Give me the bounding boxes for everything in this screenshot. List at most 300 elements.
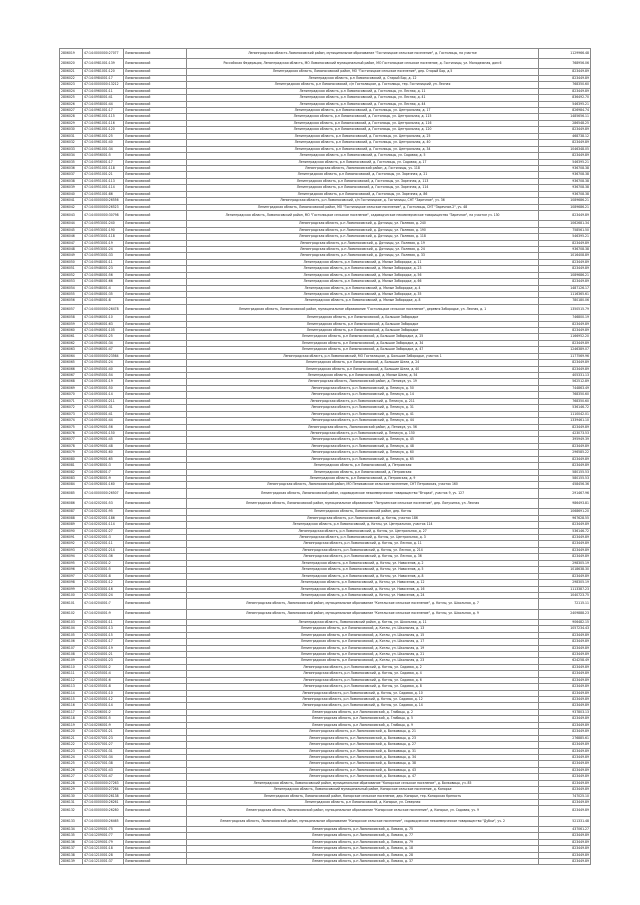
- district-name: Ломоносовский: [124, 729, 187, 735]
- cadastral-value: 624258.49: [539, 658, 591, 664]
- cadastral-number: 47:14:0000000:13212: [83, 82, 124, 88]
- row-id: 2806083: [60, 476, 83, 482]
- cadastral-number: 47:14:0928001:7: [83, 469, 124, 475]
- row-id: 2806123: [60, 748, 83, 754]
- address: Ленинградская область, р-н Ломоносовский, д. Ломаха, д. 75: [187, 826, 539, 832]
- district-name: Ломоносовский: [124, 722, 187, 728]
- district-name: Ломоносовский: [124, 405, 187, 411]
- row-id: 2806127: [60, 774, 83, 780]
- district-name: Ломоносовский: [124, 709, 187, 715]
- row-id: 2806040: [60, 191, 83, 197]
- row-id: 2806133: [60, 816, 83, 826]
- address: Ленинградская область, р-н Ломоносовский, д. Петровская: [187, 469, 539, 475]
- cadastral-value: 826984.74: [539, 108, 591, 114]
- row-id: 2806034: [60, 153, 83, 159]
- row-id: 2806132: [60, 806, 83, 816]
- address: Ленинградская область, р-н Ломоносовский, д. Гостилицы, ул. Центральная, д. 116: [187, 120, 539, 126]
- address: Ленинградская область, р-н Ломоносовский, д. Котлы, ул. Центральная, д. 27: [187, 528, 539, 534]
- cadastral-number: 47:14:0946001:105: [83, 327, 124, 333]
- cadastral-value: 1113387.23: [539, 586, 591, 592]
- cadastral-value: 291467.96: [539, 488, 591, 498]
- district-name: Ломоносовский: [124, 234, 187, 240]
- row-id: 2806032: [60, 140, 83, 146]
- district-name: Ломоносовский: [124, 353, 187, 359]
- address: Ленинградская область, р-н Ломоносовский, д. Гостилицы, ул. Заречная, д. 21: [187, 172, 539, 178]
- address: Ленинградская область, Ломоносовский район, МО "Гостилицкое сельское поселение", садоводческое некоммерческое товарищество "Заречное", на участке уч. 130: [187, 211, 539, 221]
- cadastral-number: 47:14:0948001:8: [83, 298, 124, 304]
- row-id: 2806093: [60, 547, 83, 553]
- cadastral-number: 47:14:0948001:23: [83, 266, 124, 272]
- cadastral-value: 823449.89: [539, 787, 591, 793]
- cadastral-number: 47:14:0956001:17: [83, 159, 124, 165]
- cadastral-number: 47:14:0202001:11: [83, 541, 124, 547]
- row-id: 2806082: [60, 469, 83, 475]
- address: Ленинградская область, р-н Ломоносовский, д. Малые Шели, д. 54: [187, 373, 539, 379]
- cadastral-value: 536146.72: [539, 405, 591, 411]
- table-row: [60, 211, 591, 221]
- district-name: Ломоносовский: [124, 153, 187, 159]
- row-id: 2806052: [60, 272, 83, 278]
- cadastral-value: 823449.89: [539, 639, 591, 645]
- cadastral-value: 823449.89: [539, 140, 591, 146]
- row-id: 2806073: [60, 411, 83, 417]
- cadastral-value: 437061.27: [539, 826, 591, 832]
- district-name: Ломоносовский: [124, 833, 187, 839]
- cadastral-value: 1089686.21: [539, 272, 591, 278]
- cadastral-value: 823449.89: [539, 839, 591, 845]
- cadastral-number: 47:14:1209001:79: [83, 839, 124, 845]
- address: Ленинградская область, р-н Ломоносовский, д. Гостилицы, ул. Центральная, д. 120: [187, 127, 539, 133]
- cadastral-number: 47:14:0000000:26523: [83, 204, 124, 210]
- district-name: Ломоносовский: [124, 191, 187, 197]
- cadastral-value: 276885.61: [539, 735, 591, 741]
- row-id: 2806043: [60, 211, 83, 221]
- cadastral-number: 47:14:0000000:27264: [83, 787, 124, 793]
- cadastral-value: 936708.38: [539, 185, 591, 191]
- cadastral-number: 47:14:0951001:114: [83, 185, 124, 191]
- address: Ленинградская область, р-н Ломоносовский, д. Котлы, ул. Школьная, д. 17: [187, 639, 539, 645]
- district-name: Ломоносовский: [124, 385, 187, 391]
- row-id: 2806046: [60, 234, 83, 240]
- row-id: 2806113: [60, 684, 83, 690]
- cadastral-value: 1177569.96: [539, 353, 591, 359]
- cadastral-number: 47:14:0953001:240: [83, 221, 124, 227]
- address: Ленинградская область, р-н Ломоносовский, с/п Гостилицкое, д. Гостилицы, СНТ "Заречное", уч. 36: [187, 198, 539, 204]
- cadastral-value: 536146.72: [539, 528, 591, 534]
- row-id: 2806029: [60, 120, 83, 126]
- cadastral-value: 823449.89: [539, 703, 591, 709]
- cadastral-number: 47:14:0203001:12: [83, 580, 124, 586]
- district-name: Ломоносовский: [124, 185, 187, 191]
- district-name: Ломоносовский: [124, 742, 187, 748]
- district-name: Ломоносовский: [124, 592, 187, 598]
- cadastral-number: 47:14:0948001:35: [83, 292, 124, 298]
- cadastral-number: 47:14:0961001:116: [83, 120, 124, 126]
- cadastral-number: 47:14:0202001:27: [83, 528, 124, 534]
- district-name: Ломоносовский: [124, 315, 187, 321]
- row-id: 2806049: [60, 253, 83, 259]
- cadastral-number: 47:14:0953001:19: [83, 240, 124, 246]
- cadastral-number: 47:14:0000000:26507: [83, 488, 124, 498]
- row-id: 2806115: [60, 697, 83, 703]
- cadastral-value: 1487126.17: [539, 285, 591, 291]
- district-name: Ломоносовский: [124, 806, 187, 816]
- cadastral-value: 967628.55: [539, 515, 591, 521]
- district-name: Ломоносовский: [124, 826, 187, 832]
- table-row: [60, 599, 591, 609]
- row-id: 2806135: [60, 833, 83, 839]
- row-id: 2806030: [60, 127, 83, 133]
- cadastral-number: 47:14:0928001:160: [83, 482, 124, 488]
- address: Ленинградская область, р-н Ломоносовский, д. Ломаха, д. 77: [187, 833, 539, 839]
- row-id: 2806105: [60, 632, 83, 638]
- cadastral-value: 936708.38: [539, 191, 591, 197]
- address: Ленинградская область, р-н Ломоносовский, д. Большое Забородье, д. 34: [187, 340, 539, 346]
- district-name: Ломоносовский: [124, 120, 187, 126]
- cadastral-number: 47:14:0000000:27263: [83, 780, 124, 786]
- table-row: [60, 816, 591, 826]
- address: Ленинградская область, р-н Ломоносовский, д. Петровская, д. 9: [187, 476, 539, 482]
- address: Ленинградская область, р-н Ломоносовский, д. Гостилицы, ул. Лесная, д. 44: [187, 101, 539, 107]
- row-id: 2806128: [60, 780, 83, 786]
- row-id: 2806069: [60, 385, 83, 391]
- cadastral-value: 823449.89: [539, 722, 591, 728]
- table-row: [60, 609, 591, 619]
- row-id: 2806117: [60, 709, 83, 715]
- address: Ленинградская область, р-н Ломоносовский, д. Большое Забородье: [187, 315, 539, 321]
- cadastral-value: 823449.89: [539, 748, 591, 754]
- district-name: Ломоносовский: [124, 522, 187, 528]
- district-name: Ломоносовский: [124, 793, 187, 799]
- cadastral-value: 937803.13: [539, 709, 591, 715]
- address: Ленинградская область, р-н Ломоносовский, д. Гостилицы, ул. Заречная, д. 86: [187, 191, 539, 197]
- district-name: Ломоносовский: [124, 684, 187, 690]
- cadastral-number: 47:14:0202001:114: [83, 522, 124, 528]
- row-id: 2806059: [60, 321, 83, 327]
- cadastral-value: 823449.89: [539, 360, 591, 366]
- district-name: Ломоносовский: [124, 690, 187, 696]
- cadastral-value: 823449.89: [539, 75, 591, 81]
- cadastral-number: 47:14:0204001:11: [83, 619, 124, 625]
- cadastral-number: 47:14:0000000:26556: [83, 198, 124, 204]
- row-id: 2806025: [60, 95, 83, 101]
- cadastral-value: 298305.19: [539, 560, 591, 566]
- cadastral-number: 47:14:0203001:5: [83, 567, 124, 573]
- row-id: 2806075: [60, 424, 83, 430]
- cadastral-value: 546395.21: [539, 159, 591, 165]
- district-name: Ломоносовский: [124, 761, 187, 767]
- cadastral-value: 823449.89: [539, 697, 591, 703]
- cadastral-value: 1166952.20: [539, 334, 591, 340]
- cadastral-number: 47:14:0202001:53: [83, 499, 124, 509]
- address: Ленинградская область, Ломоносовский район, муниципальное образование "Копорское сельское поселение", д. Копорье, ул. Садовая, уч. 9: [187, 806, 539, 816]
- cadastral-value: 458456.36: [539, 482, 591, 488]
- address: Ленинградская область, р-н Ломоносовский, с/п Гостилицкое, д. Гостилицы, тер. Гостилицкий, ул. Лесная: [187, 82, 539, 88]
- table-row: [60, 49, 591, 59]
- address: Ленинградская область, р-н Ломоносовский, д. Дятлицы, ул. Полевая, д. 190: [187, 227, 539, 233]
- cadastral-number: 47:14:0961001:25: [83, 133, 124, 139]
- address: Ленинградская область, р-н Ломоносовский, д. Малые Забородье, д. 66: [187, 279, 539, 285]
- district-name: Ломоносовский: [124, 49, 187, 59]
- district-name: Ломоносовский: [124, 463, 187, 469]
- cadastral-number: 47:14:0951001:118: [83, 165, 124, 171]
- row-id: 2806092: [60, 541, 83, 547]
- cadastral-value: 746800.19: [539, 315, 591, 321]
- address: Ленинградская область, р-н Ломоносовский, д. Малые Забородье, д. 11: [187, 259, 539, 265]
- district-name: Ломоносовский: [124, 580, 187, 586]
- row-id: 2806137: [60, 846, 83, 852]
- cadastral-value: 823449.89: [539, 279, 591, 285]
- district-name: Ломоносовский: [124, 852, 187, 858]
- district-name: Ломоносовский: [124, 101, 187, 107]
- address: Ленинградская область, р-н Ломоносовский, д. Дятлицы, ул. Полевая, д. 24: [187, 246, 539, 252]
- row-id: 2806051: [60, 266, 83, 272]
- table-row: [60, 806, 591, 816]
- cadastral-value: 823449.89: [539, 211, 591, 221]
- row-id: 2806027: [60, 108, 83, 114]
- address: Ленинградская область, р-н Ломоносовский, д. Котлы, ул. Школьная, д. 13: [187, 626, 539, 632]
- address: Ленинградская область, р-н Ломоносовский, д. Котлы, ул. Школьная, д. 19: [187, 645, 539, 651]
- district-name: Ломоносовский: [124, 340, 187, 346]
- row-id: 2806089: [60, 522, 83, 528]
- cadastral-value: 1040723.75: [539, 592, 591, 598]
- cadastral-number: 47:14:0929001:150: [83, 430, 124, 436]
- district-name: Ломоносовский: [124, 716, 187, 722]
- cadastral-number: 47:14:0206001:9: [83, 722, 124, 728]
- cadastral-number: 47:14:0202001:186: [83, 515, 124, 521]
- row-id: 2806107: [60, 645, 83, 651]
- district-name: Ломоносовский: [124, 651, 187, 657]
- row-id: 2806130: [60, 793, 83, 799]
- district-name: Ломоносовский: [124, 515, 187, 521]
- cadastral-number: 47:14:0951001:21: [83, 172, 124, 178]
- row-id: 2806026: [60, 101, 83, 107]
- district-name: Ломоносовский: [124, 59, 187, 69]
- cadastral-number: 47:14:0945001:40: [83, 366, 124, 372]
- district-name: Ломоносовский: [124, 626, 187, 632]
- row-id: 2806019: [60, 49, 83, 59]
- row-id: 2806076: [60, 430, 83, 436]
- cadastral-number: 47:14:0202001:95: [83, 509, 124, 515]
- row-id: 2806111: [60, 671, 83, 677]
- row-id: 2806124: [60, 754, 83, 760]
- cadastral-number: 47:14:0961001:34: [83, 146, 124, 152]
- row-id: 2806058: [60, 315, 83, 321]
- cadastral-value: 1246389.07: [539, 347, 591, 353]
- row-id: 2806108: [60, 651, 83, 657]
- district-name: Ломоносовский: [124, 774, 187, 780]
- address: Ленинградская область, Ломоносовский район, муниципальное образование "Гостилицкое сельское поселение", деревня Забородье, ул. Лесная, д. 1: [187, 304, 539, 314]
- cadastral-number: 47:14:1210001:37: [83, 859, 124, 865]
- cadastral-number: 47:14:0929001:48: [83, 443, 124, 449]
- row-id: 2806101: [60, 599, 83, 609]
- address: Ленинградская область, р-н Ломоносовский, д. Пеникуа, д. 31: [187, 405, 539, 411]
- district-name: Ломоносовский: [124, 88, 187, 94]
- address: Ленинградская область, р-н Ломоносовский, д. Малые Забородье, д. 8: [187, 298, 539, 304]
- address: Ленинградская область, р-н Ломоносовский, д. Котлы, ул. Новоселов, д. 8: [187, 573, 539, 579]
- district-name: Ломоносовский: [124, 159, 187, 165]
- address: Ленинградская область, р-н Ломоносовский, д. Котлы, ул. Новоселов, д. 16: [187, 586, 539, 592]
- district-name: Ломоносовский: [124, 639, 187, 645]
- address: Ленинградская область, р-н Ломоносовский, д. Дятлицы, ул. Полевая, д. 33: [187, 253, 539, 259]
- row-id: 2806081: [60, 463, 83, 469]
- district-name: Ломоносовский: [124, 285, 187, 291]
- cadastral-number: 47:14:0953001:33: [83, 253, 124, 259]
- cadastral-number: 47:14:0930001:41: [83, 411, 124, 417]
- district-name: Ломоносовский: [124, 253, 187, 259]
- cadastral-value: 823449.89: [539, 761, 591, 767]
- address: Ленинградская область, р-н Ломоносовский, д. Котлы, ул. Лесная, д. 11: [187, 541, 539, 547]
- cadastral-value: 823449.89: [539, 767, 591, 773]
- district-name: Ломоносовский: [124, 573, 187, 579]
- district-name: Ломоносовский: [124, 279, 187, 285]
- cadastral-number: 47:14:0205001:14: [83, 703, 124, 709]
- cadastral-number: 47:14:1209001:77: [83, 833, 124, 839]
- district-name: Ломоносовский: [124, 748, 187, 754]
- cadastral-value: 1110042.01: [539, 411, 591, 417]
- cadastral-value: 823449.89: [539, 153, 591, 159]
- cadastral-value: 823449.89: [539, 651, 591, 657]
- cadastral-number: 47:14:0204001:23: [83, 658, 124, 664]
- district-name: Ломоносовский: [124, 227, 187, 233]
- district-name: Ломоносовский: [124, 146, 187, 152]
- cadastral-value: 906482.15: [539, 619, 591, 625]
- row-id: 2806090: [60, 528, 83, 534]
- cadastral-value: 823449.89: [539, 259, 591, 265]
- cadastral-value: 1089686.21: [539, 198, 591, 204]
- district-name: Ломоносовский: [124, 298, 187, 304]
- cadastral-value: 546395.21: [539, 101, 591, 107]
- row-id: 2806063: [60, 347, 83, 353]
- address: Ленинградская область, р-н Ломоносовский, д. Котлы, ул. Новоселов, д. 24: [187, 592, 539, 598]
- address: Ленинградская область, р-н Ломоносовский, д. Котлы, ул. Школьная, д. 15: [187, 632, 539, 638]
- cadastral-value: 823449.89: [539, 127, 591, 133]
- cadastral-number: 47:14:0929001:45: [83, 437, 124, 443]
- cadastral-value: 286548.25: [539, 120, 591, 126]
- address: Ленинградская область, р-н Ломоносовский, д. Пеникуа, д. 44: [187, 418, 539, 424]
- district-name: Ломоносовский: [124, 767, 187, 773]
- cadastral-value: 823449.89: [539, 69, 591, 75]
- address: Ленинградская область, р-н Ломоносовский, д. Гостилицы, ул. Заречная, д. 114: [187, 185, 539, 191]
- cadastral-number: 47:14:1209001:75: [83, 826, 124, 832]
- district-name: Ломоносовский: [124, 334, 187, 340]
- row-id: 2806061: [60, 334, 83, 340]
- row-id: 2806138: [60, 852, 83, 858]
- cadastral-value: 823449.89: [539, 443, 591, 449]
- district-name: Ломоносовский: [124, 95, 187, 101]
- row-id: 2806021: [60, 69, 83, 75]
- district-name: Ломоносовский: [124, 366, 187, 372]
- row-id: 2806122: [60, 742, 83, 748]
- cadastral-value: 823449.89: [539, 774, 591, 780]
- cadastral-value: 1062681.34: [539, 221, 591, 227]
- address: Ленинградская область, Ломоносовский район, МО Пениковское сельское поселение, СНТ Петровская, участок 160: [187, 482, 539, 488]
- cadastral-number: 47:14:0953001:190: [83, 227, 124, 233]
- address: Ленинградская область, р-н Ломоносовский, д. Котлы, ул. Садовая, д. 14: [187, 703, 539, 709]
- district-name: Ломоносовский: [124, 347, 187, 353]
- cadastral-number: 47:14:0945001:24: [83, 360, 124, 366]
- cadastral-number: 47:14:0929001:60: [83, 450, 124, 456]
- district-name: Ломоносовский: [124, 658, 187, 664]
- cadastral-number: 47:14:0000000:23564: [83, 353, 124, 359]
- row-id: 2806022: [60, 75, 83, 81]
- address: Ленинградская область, Ломоносовский район, муниципальное образование "Лопухинское сельское поселение", дер. Лопухинка, ул. Лесная: [187, 499, 539, 509]
- address: Ленинградская область, р-н Ломоносовский, д. Глобицы, д. 9: [187, 722, 539, 728]
- address: Ленинградская область, р-н Ломоносовский, д. Котлы, ул. Садовая, д. 10: [187, 690, 539, 696]
- cadastral-value: 72115.11: [539, 599, 591, 609]
- district-name: Ломоносовский: [124, 430, 187, 436]
- cadastral-number: 47:14:0203001:24: [83, 592, 124, 598]
- address: Ленинградская область, р-н Ломоносовский, д. Котлы, ул. Новоселов, д. 2: [187, 560, 539, 566]
- row-id: 2806139: [60, 859, 83, 865]
- row-id: 2806120: [60, 729, 83, 735]
- address: Ленинградская область, р-н Ломоносовский, д. Котлы, ул. Садовая, д. 2: [187, 664, 539, 670]
- cadastral-number: 47:14:0981001:139: [83, 59, 124, 69]
- address: Ленинградская область, р-н Ломоносовский, д. Ломаха, д. 37: [187, 859, 539, 865]
- row-id: 2806136: [60, 839, 83, 845]
- address: Ленинградская область, р-н Ломоносовский, д. Котлы, ул. Центральная, участок 114: [187, 522, 539, 528]
- cadastral-value: 395949.39: [539, 437, 591, 443]
- row-id: 2806094: [60, 554, 83, 560]
- cadastral-value: 836492.70: [539, 95, 591, 101]
- address: Ленинградская область, р-н Ломоносовский, д. Волковицы, д. 23: [187, 735, 539, 741]
- district-name: Ломоносовский: [124, 259, 187, 265]
- row-id: 2806100: [60, 592, 83, 598]
- cadastral-number: 47:14:0951001:86: [83, 191, 124, 197]
- row-id: 2806106: [60, 639, 83, 645]
- row-id: 2806044: [60, 221, 83, 227]
- cadastral-number: 47:14:0946001:63: [83, 321, 124, 327]
- row-id: 2806118: [60, 716, 83, 722]
- cadastral-number: 47:14:0956001:5: [83, 153, 124, 159]
- district-name: Ломоносовский: [124, 735, 187, 741]
- district-name: Ломоносовский: [124, 211, 187, 221]
- cadastral-number: 47:14:0958001:41: [83, 95, 124, 101]
- row-id: 2806095: [60, 560, 83, 566]
- row-id: 2806028: [60, 114, 83, 120]
- address: Ленинградская область, р-н Ломоносовский, д. Пеникуа, д. 45: [187, 437, 539, 443]
- address: Российская Федерация, Ленинградская область, МО Ломоносовский муниципальный район, МО Гостилицкое сельское поселение, д. Гостилицы, ул. Молодежная, дом 6: [187, 59, 539, 69]
- table-row: [60, 488, 591, 498]
- district-name: Ломоносовский: [124, 304, 187, 314]
- cadastral-number: 47:14:0204001:13: [83, 626, 124, 632]
- district-name: Ломоносовский: [124, 645, 187, 651]
- cadastral-value: 823449.89: [539, 366, 591, 372]
- district-name: Ломоносовский: [124, 528, 187, 534]
- cadastral-number: 47:14:0946001:10: [83, 315, 124, 321]
- address: Ленинградская область, Ломоносовский район, д. Пеникуа, уч. 19: [187, 379, 539, 385]
- cadastral-value: 823449.89: [539, 677, 591, 683]
- row-id: 2806057: [60, 304, 83, 314]
- cadastral-value: 823449.89: [539, 852, 591, 858]
- cadastral-value: 823449.89: [539, 340, 591, 346]
- cadastral-number: 47:14:0206001:2: [83, 709, 124, 715]
- district-name: Ломоносовский: [124, 697, 187, 703]
- address: Ленинградская область, р-н Ломоносовский, д. Волковицы, д. 27: [187, 742, 539, 748]
- row-id: 2806060: [60, 327, 83, 333]
- address: Ленинградская область, р-н Ломоносовский, д. Пеникуа, д. 48: [187, 443, 539, 449]
- cadastral-value: 823449.89: [539, 541, 591, 547]
- district-name: Ломоносовский: [124, 509, 187, 515]
- address: Ленинградская область, Ломоносовский район, муниципальное образование "Копорское сельское поселение", д. Волковицы, уч. 85: [187, 780, 539, 786]
- district-name: Ломоносовский: [124, 859, 187, 865]
- district-name: Ломоносовский: [124, 609, 187, 619]
- row-id: 2806097: [60, 573, 83, 579]
- row-id: 2806099: [60, 586, 83, 592]
- cadastral-value: 1089686.21: [539, 204, 591, 210]
- address: Ленинградская область, Ломоносовский район, муниципальное образование "Котельское сельское поселение", д. Котлы, ул. Школьная, д. 9: [187, 609, 539, 619]
- district-name: Ломоносовский: [124, 360, 187, 366]
